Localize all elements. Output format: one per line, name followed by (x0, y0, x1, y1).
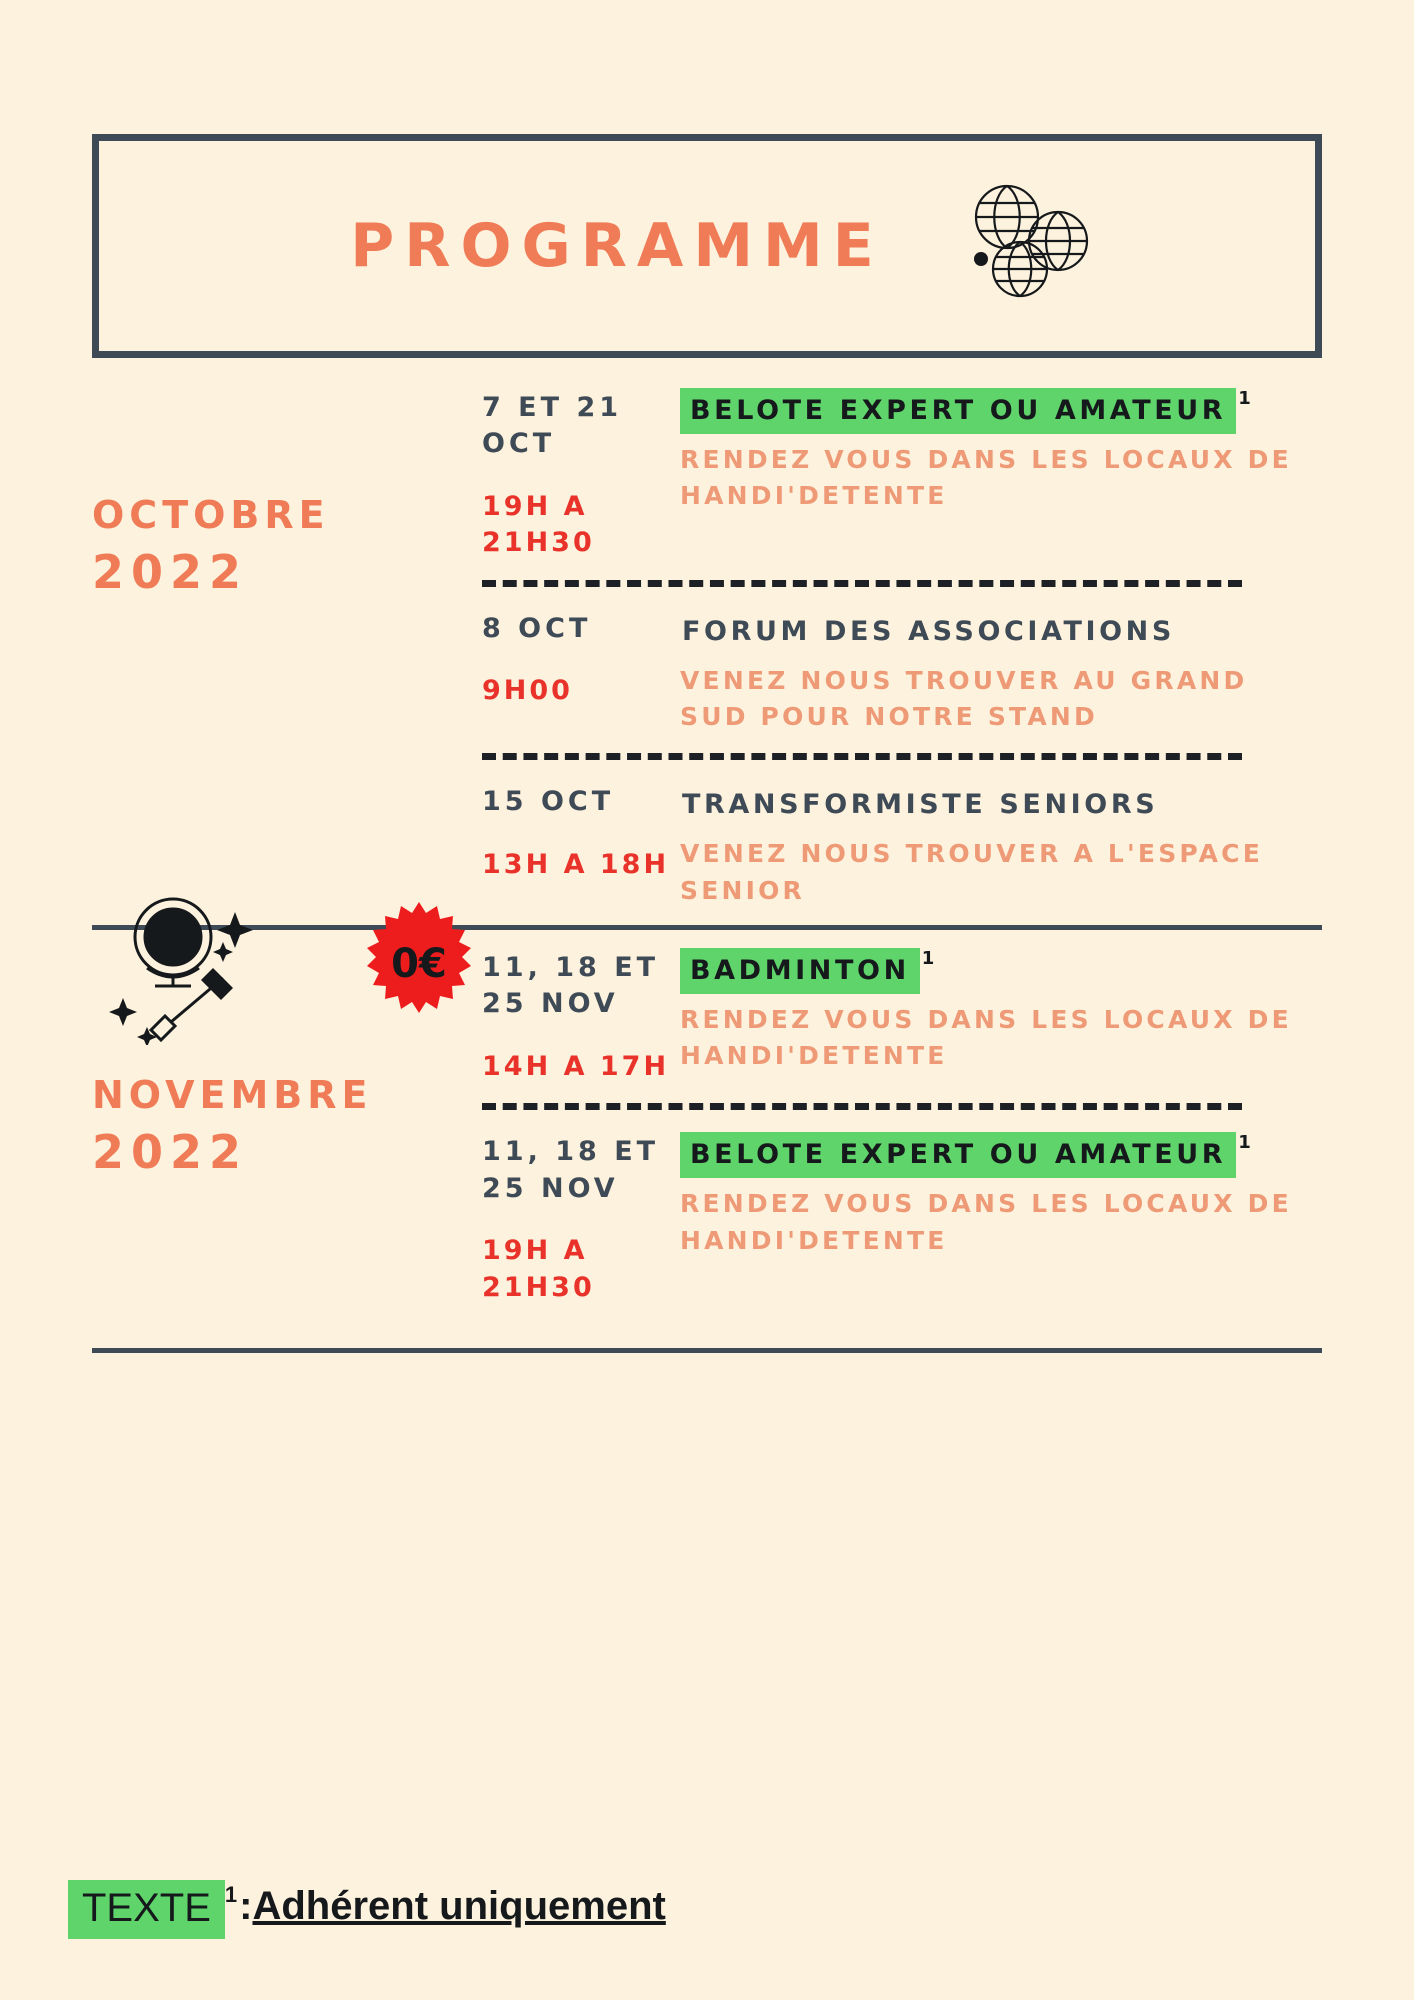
event-when (482, 780, 680, 883)
event-description: VENEZ NOUS TROUVER AU GRAND SUD POUR NOTRE STAND (680, 665, 1248, 732)
event-footnote-marker: 1 (1238, 388, 1251, 409)
header-content (350, 181, 1103, 311)
footer-footnote-marker: 1 (224, 1882, 238, 1907)
event-date: 8 OCT (482, 612, 592, 644)
header-banner (92, 134, 1322, 358)
program-schedule (92, 380, 1322, 1363)
event-title-line (680, 1132, 1322, 1178)
event-when (482, 946, 680, 1085)
price-badge (355, 900, 483, 1028)
event-row (482, 601, 1322, 738)
event-footnote-marker: 1 (1238, 1132, 1251, 1154)
event-date: 7 ET 21 OCT (482, 392, 623, 460)
footer-chip-label: TEXTE (68, 1880, 225, 1939)
event-title: BELOTE EXPERT OU AMATEUR (680, 388, 1236, 434)
event-title-line (680, 388, 1322, 434)
event-time: 14H A 17H (482, 1050, 670, 1082)
event-title-line (680, 609, 1322, 655)
event-time: 19H A 21H30 (482, 1235, 595, 1303)
event-title: TRANSFORMISTE SENIORS (682, 789, 1159, 821)
event-row (482, 940, 1322, 1087)
event-what (680, 1130, 1322, 1259)
row-divider-dashed (482, 580, 1242, 587)
page-title: PROGRAMME (350, 211, 884, 281)
event-date: 11, 18 ET 25 NOV (482, 951, 660, 1020)
program-bottom-divider (92, 1348, 1322, 1353)
month-label-november: NOVEMBRE 2022 (92, 1072, 373, 1180)
month-block-october (92, 380, 1322, 911)
event-what (680, 386, 1322, 515)
event-row (482, 380, 1322, 564)
footer-legend (68, 1880, 666, 1939)
event-title: FORUM DES ASSOCIATIONS (682, 615, 1175, 647)
event-title-line (680, 782, 1322, 828)
footer-legend-text (239, 1880, 666, 1929)
mirror-and-brush-icon (95, 890, 295, 1045)
event-row (482, 774, 1322, 911)
row-divider-dashed (482, 1103, 1242, 1110)
month-label-october: OCTOBRE 2022 (92, 493, 330, 600)
event-when (482, 607, 680, 710)
footer-legend-value: Adhérent uniquement (252, 1884, 666, 1928)
event-date: 15 OCT (482, 786, 615, 818)
petanque-balls-icon (954, 181, 1104, 311)
row-divider-dashed (482, 753, 1242, 760)
event-description: RENDEZ VOUS DANS LES LOCAUX DE HANDI'DETENTE (680, 1189, 1292, 1255)
footer-separator: : (239, 1884, 253, 1928)
event-date: 11, 18 ET 25 NOV (482, 1136, 660, 1204)
event-time: 19H A 21H30 (482, 490, 595, 559)
november-events (482, 940, 1322, 1308)
event-footnote-marker: 1 (921, 947, 935, 969)
event-time: 9H00 (482, 675, 573, 707)
event-title-line (680, 948, 1322, 994)
event-what (680, 946, 1322, 1075)
october-events (482, 380, 1322, 911)
event-what (680, 607, 1322, 736)
event-title: BADMINTON (680, 948, 920, 994)
event-description: RENDEZ VOUS DANS LES LOCAUX DE HANDI'DETENTE (680, 445, 1292, 511)
event-when (482, 386, 680, 562)
event-description: VENEZ NOUS TROUVER A L'ESPACE SENIOR (680, 839, 1263, 905)
event-what (680, 780, 1322, 909)
event-time: 13H A 18H (482, 848, 670, 880)
event-row (482, 1124, 1322, 1308)
price-badge-label: 0€ (391, 941, 447, 987)
event-when (482, 1130, 680, 1306)
event-description: RENDEZ VOUS DANS LES LOCAUX DE HANDI'DETENTE (680, 1005, 1292, 1071)
event-title: BELOTE EXPERT OU AMATEUR (680, 1132, 1236, 1178)
